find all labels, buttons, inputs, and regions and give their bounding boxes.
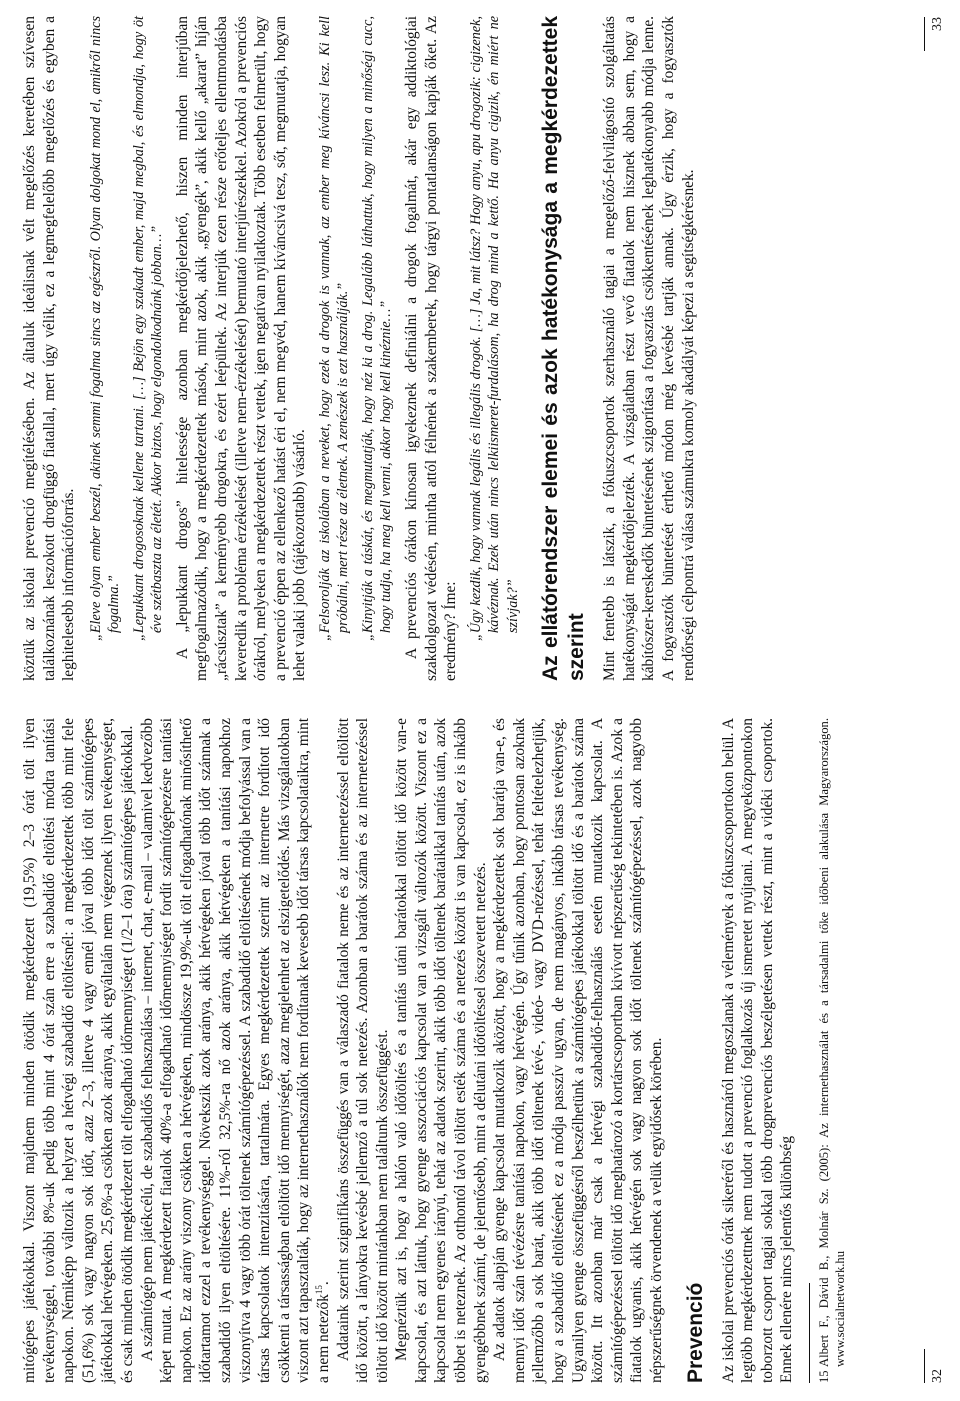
page-number-rule [924, 17, 925, 51]
paragraph-text: A számítógép nem játékcélú, de szabadidős felhasználása – internet, chat, e-mail – valamivel kedvezőbb képet mutat. A megkérdezett fiatalok 40%-a elfogadható időmennyiséget fordít számítógépezésre tanítási napokon. Ez az arány viszony csökken a hétvégeken, mindössze 19,9%-uk tölt elfogadhatónak minősíthető időtartamot ezzel a tevékenységgel. Növekszik azok aránya, akik hétvégeken jóval több időt szánnak a szabadidő ilyen eltöltésére. 11%-ról 32,5%-ra nő azok aránya, akik hétvégeken a tanítási napokhoz viszonyítva 4 vagy több órát töltenek számítógépezéssel. A szabadidő eltöltésének módja befolyással van a társas kapcsolatok intenzitására, tartalmára. Egyes megkérdezettek szerint az internetre fordított idő csökkenti a társasságban eltöltött idő mennyiségét, azaz megjelenhet az elszigetelődés. Más vizsgálatokban viszont azt tapasztalták, hogy az internethasználók nem fordítanak kevesebb időt társas kapcsolataikra, mint a nem netezők [138, 718, 332, 1383]
interview-quote: „Eleve olyan ember beszél, akinek semmi fogalma sincs az egészről. Olyan dolgokat mond el, amikről nincs fogalma.” [87, 16, 123, 641]
footnote-text: Albert F., Dávid B., Molnár Sz. (2005): Az internethasználat és a társadalmi tőke időbeni alakulása Magyarországon. www.socialnetwork.hu [816, 718, 847, 1367]
section-heading-ellatorendszer: Az ellátórendszer elemei és azok hatékonysága a megkérdezettek szerint [539, 16, 589, 681]
page-number: 32 [930, 1369, 945, 1383]
footnote [816, 718, 848, 1383]
right-text-column [20, 16, 698, 681]
body-paragraph: Az iskolai prevenciós órák sikeréről és hasznáról megoszlanak a vélemények a fókuszcsoportokon belül. A legtöbb megkérdezettnek nem tudott a prevenció foglalkozás új ismeretet nyújtani. A megyeközpontokon toborzott csoport tagjai sokkal több drogprevenciós beszélgetésen vettek részt, mint a vidéki csoportok. Ennek ellenére nincs jelentős különbség [719, 718, 796, 1383]
interview-quote: „Lepukkant drogosoknak kellene tartani. […] Bejön egy szakadt ember, majd megbal, és elmondja, hogy öt éve szétbaszta az életét. Akkor biztos, hogy elgondolkodnánk jobban…” [130, 16, 166, 641]
body-paragraph: A „lepukkant drogos” hitelessége azonban megkérdőjelezhető, hiszen minden interjúban megfogalmazódik, hogy a megkérdezettek mások, mint azok, akik „gyengék”, akik kellő „akarat” híján „rácsúsztak” a keményebb drogokra, és ezért leépültek. Az interjúk ezen része erőteljes ellentmondásba keveredik a probléma érzékelését (illetve nem-érzékelését) bemutató interjúrészekkel. Azokról a prevenciós órákról, melyeken a megkérdezettek részt vettek, igen negatívan nyilatkoztak. Több esetben felmerült, hogy a prevenció éppen az ellenkező hatást éri el, nem megvéd, hanem kíváncsivá tesz, sőt, megmutatja, hogyan lehet valaki jobb (tájékozottabb) vásárló. [173, 16, 309, 681]
footnote-reference: 15 [313, 1285, 324, 1295]
body-paragraph: Mint fentebb is látszik, a fókuszcsoportok szerhasználó tagjai a megelőző-felvilágosító szolgáltatás hatékonyságát megkérdőjelezték. A vizsgálatban részt vevő fiatalok nem hisznek abban sem, hogy a kábítószer-kereskedők büntetésének szigorítása a fogyasztás csökkentésének leghatékonyabb módja lenne. A fogyasztók büntetését érthető módon még kevésbé tartják annak. Úgy érzik, hogy a fogyasztók rendőrségi célpontrá válása számukra komoly akadályát képezi a segítségkérésnek. [601, 16, 697, 681]
interview-quote: „Kinyitják a táskát, és megmutatják, hogy néz ki a drog. Legalább láthattuk, hogy milyen a minőségi cucc, hogy tudja, ha meg kell venni, akkor hogy kell kinéznie…” [359, 16, 395, 641]
footnote-number: 15 [816, 1370, 831, 1383]
right-page [0, 1, 960, 701]
left-page [0, 701, 960, 1401]
body-paragraph: Adataink szerint szignifikáns összefüggés van a válaszadó fiatalok neme és az internetezéssel eltöltött idő között, a lányokra kevésbé jellemző a túl sok netezés. Azonban a barátok száma és az internetezéssel töltött idő között mintánkban nem találtunk összefüggést. [334, 718, 391, 1383]
page-number: 33 [930, 17, 945, 31]
body-paragraph: Az adatok alapján gyenge kapcsolat mutatkozik aközött, hogy a megkérdezettek sok barátja van-e, és mennyi időt szán tévézésre tanítási napokon, vagy hétvégén. Úgy tűnik azonban, hogy pontosan azoknak jellemzőbb a sok barát, akik több időt töltenek tévé-, videó- vagy DVD-nézéssel, tehát feltételezhetjük, hogy a szabadidő eltöltésének ez a módja passzív ugyan, de nem magányos, inkább társas tevékenység. Ugyanilyen gyenge összefüggésről beszélhetünk a számítógépes játékokkal töltött idő és a barátok száma között. Itt azonban már csak a hétvégi szabadidő-felhasználás esetén mutatkozik kapcsolat. A számítógépezéssel töltött idő meghatározó a kortárscsoportban kivívott népszerűség tekintetében is. Azok a fiatalok ugyanis, akik hétvégén sok vagy nagyon sok időt töltenek számítógépezéssel, azok nagyobb népszerűségnek örvendenek a velük egyidősek körében. [491, 718, 665, 1383]
section-heading-prevencio: Prevenció [683, 1282, 707, 1383]
interview-quote: „Felsorolják az iskolában a neveket, hogy ezek a drogok is vannak, az ember meg kíváncsi lesz. Ki kell próbálni, mert része az életnek. A zenészek is ezt használják.” [316, 16, 352, 641]
footnote-divider [809, 1283, 810, 1383]
left-text-column [20, 718, 848, 1383]
body-paragraph: A prevenciós órákon kínosan igyekeznek definiálni a drogok fogalmát, akár egy addiktológiai szakdolgozat védésén, mintha attól félnének a szakemberek, hogy tárgyi pontatlanságon kapják őket. Az eredmény? Íme: [402, 16, 460, 681]
body-paragraph: mitógépes játékokkal. Viszont majdnem minden ötödik megkérdezett (19,5%) 2–3 órát tölt ilyen tevékenységgel, további 8%-uk pedig több mint 4 órát szán erre a szabadidő eltöltési módra tanítási napokon. Némiképp változik a helyzet a hétvégi szabadidő eltöltésnél: a megkérdezettek több mint fele (51,6%) sok vagy nagyon sok időt, azaz 2–3, illetve 4 vagy ennél jóval több időt tölt számítógépes játékokkal hétvégeken. 25,6%-a csökken azok aránya, akik egyáltalán nem végeznek ilyen tevékenységet, és csak minden ötödik megkérdezett tölt elfogadható időmennyiséget (1/2–1 óra) számítógépes játékokkal. [21, 718, 136, 1383]
body-paragraph: A számítógép nem játékcélú, de szabadidős felhasználása – internet, chat, e-mail – valamivel kedvezőbb képet mutat. A megkérdezett fiatalok 40%-a elfogadható időmennyiséget fordít számítógépezésre tanítási napokon. Ez az arány viszony csökken a hétvégeken, mindössze 19,9%-uk tölt elfogadhatónak minősíthető időtartamot ezzel a tevékenységgel. Növekszik azok aránya, akik hétvégeken jóval több időt szánnak a szabadidő ilyen eltöltésére. 11%-ról 32,5%-ra nő azok aránya, akik hétvégeken a tanítási napokhoz viszonyítva 4 vagy több órát töltenek számítógépezéssel. A szabadidő eltöltésének módja befolyással van a társas kapcsolatok intenzitására, tartalmára. Egyes megkérdezettek szerint az internetre fordított idő csökkenti a társasságban eltöltött idő mennyiségét, azaz megjelenhet az elszigetelődés. Más vizsgálatokban viszont azt tapasztalták, hogy az internethasználók nem fordítanak kevesebb időt társas kapcsolataikra, mint a nem netezők$^{15}$. [138, 718, 332, 1383]
body-paragraph: köztük az iskolai prevenció megítélésében. Az általuk ideálisnak vélt megelőzés keretében szívesen találkoznának leszokott drogfüggő fiatallal, mert úgy vélik, ez a legmegfelelőbb megelőzés és egyben a leghitelesebb információforrás. [21, 16, 78, 681]
interview-quote: „Úgy kezdik, hogy vannak legális és illegális drogok. […] Ja, mit látsz? Hogy anyu, apu drogozik: cigizenek, kávéznak. Ezek után nincs lelkiismeret-furdalásom, ha drog mind a kettő. Ha anyu cigizik, én miért ne szívjak?” [467, 16, 521, 641]
body-paragraph: Megnéztük azt is, hogy a hálón való időtöltés és a tanítás utáni barátokkal töltött idő között van-e kapcsolat, és azt láttuk, hogy gyenge asszociációs kapcsolat van a vizsgált változók között. Viszont ez a kapcsolat nem egyenes irányú, tehát az adatok szerint, akik több időt töltenek barátaikkal tanítás után, azok többet is neteznek. Az otthontól távol töltött esték száma és a netezés között is van kapcsolat, ez is inkább gyengébbnek számít, de jelentősebb, mint a délutáni időtöltéssel összevetett netezés. [393, 718, 489, 1383]
page-number-rule [924, 1349, 925, 1383]
